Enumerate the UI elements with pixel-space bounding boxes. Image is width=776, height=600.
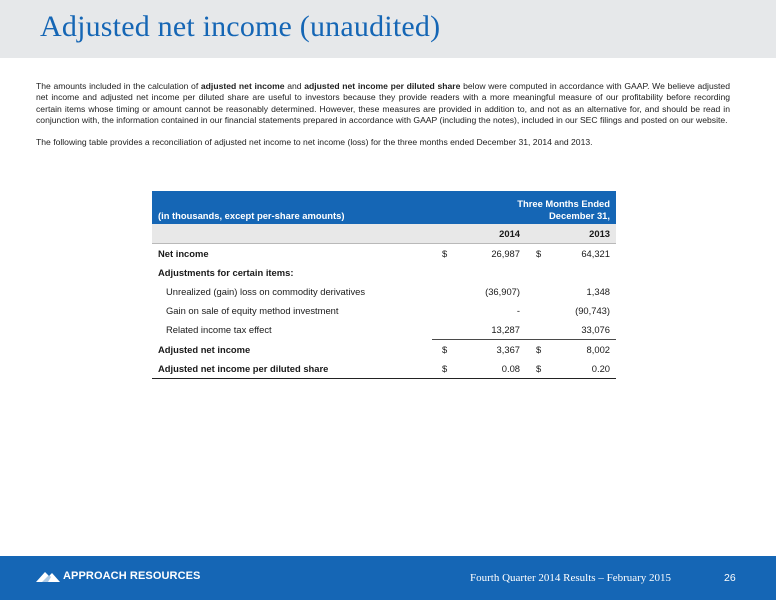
table-row-per-share bbox=[152, 359, 616, 379]
intro-text-run: and bbox=[284, 81, 305, 91]
mountain-logo-icon bbox=[36, 569, 60, 583]
currency-sign bbox=[526, 282, 550, 301]
currency-sign bbox=[526, 263, 550, 282]
currency-sign: $ bbox=[526, 359, 550, 379]
value-2014 bbox=[456, 263, 526, 282]
period-line-1: Three Months Ended bbox=[517, 198, 610, 209]
value-2013: 0.20 bbox=[550, 359, 616, 379]
intro-bold-term: adjusted net income bbox=[200, 81, 285, 91]
intro-paragraph-2: The following table provides a reconciliation of adjusted net income to net income (loss) for the three months ended December 31, 2014 and 2013. bbox=[36, 136, 593, 147]
value-2013: 33,076 bbox=[581, 324, 610, 335]
company-name: APPROACH RESOURCES bbox=[63, 570, 201, 582]
value-2014: (36,907) bbox=[485, 286, 520, 297]
currency-sign: $ bbox=[526, 340, 550, 360]
row-label: Related income tax effect bbox=[166, 324, 272, 336]
table-row bbox=[152, 282, 616, 301]
currency-sign bbox=[432, 263, 456, 282]
year-row-spacer bbox=[152, 224, 432, 244]
row-label: Net income bbox=[158, 248, 209, 259]
title-bar bbox=[0, 0, 776, 58]
page-title: Adjusted net income (unaudited) bbox=[40, 10, 441, 43]
page-number: 26 bbox=[724, 572, 736, 584]
year-2013: 2013 bbox=[526, 224, 616, 244]
currency-sign: $ bbox=[432, 359, 456, 379]
year-row bbox=[152, 224, 616, 244]
value-2013: 1,348 bbox=[586, 286, 610, 297]
currency-sign bbox=[526, 320, 550, 340]
intro-text-run: The amounts included in the calculation of bbox=[36, 81, 201, 91]
table-row-total bbox=[152, 340, 616, 360]
year-2014: 2014 bbox=[432, 224, 526, 244]
value-2013: (90,743) bbox=[575, 305, 610, 316]
currency-sign bbox=[432, 320, 456, 340]
intro-paragraph-1 bbox=[36, 81, 730, 127]
value-2014: 26,987 bbox=[491, 248, 520, 259]
row-label: Adjustments for certain items: bbox=[158, 267, 294, 278]
period-line-2: December 31, bbox=[549, 209, 610, 221]
value-2014: 3,367 bbox=[456, 340, 526, 360]
period-header bbox=[432, 191, 616, 224]
units-label: (in thousands, except per-share amounts) bbox=[152, 191, 432, 224]
row-label: Gain on sale of equity method investment bbox=[166, 305, 339, 316]
currency-sign: $ bbox=[432, 340, 456, 360]
value-2014: 13,287 bbox=[491, 324, 520, 335]
intro-text-run: below were computed in accordance with GAAP. We believe adjusted net income and adjusted net income per diluted share are useful to investors because they provide readers with a more meaningful measure of our profitability before recording certain items whose timing or amount cannot be reasonably determined. However, these measures are provided in addition to, and not as an alternative for, and should be read in conjunction with, the information contained in our financial statements prepared in accordance with GAAP (including the notes), included in our SEC filings and posted on our website. bbox=[36, 81, 730, 126]
table-row bbox=[152, 244, 616, 264]
value-2013: 8,002 bbox=[550, 340, 616, 360]
footer-caption: Fourth Quarter 2014 Results – February 2015 bbox=[470, 572, 672, 584]
currency-sign: $ bbox=[536, 248, 542, 259]
value-2014: 0.08 bbox=[456, 359, 526, 379]
reconciliation-table bbox=[152, 191, 616, 379]
table-header-row bbox=[152, 191, 616, 224]
intro-text bbox=[36, 81, 730, 158]
intro-bold-term: adjusted net income per diluted share bbox=[304, 81, 461, 91]
row-label: Unrealized (gain) loss on commodity derivatives bbox=[166, 286, 366, 297]
table-row bbox=[152, 320, 616, 340]
table-row bbox=[152, 301, 616, 320]
currency-sign: $ bbox=[442, 248, 448, 259]
row-label: Adjusted net income per diluted share bbox=[152, 359, 432, 379]
row-label: Adjusted net income bbox=[158, 343, 251, 355]
value-2014: - bbox=[516, 305, 520, 316]
company-logo bbox=[36, 569, 201, 583]
currency-sign bbox=[432, 301, 456, 320]
currency-sign bbox=[526, 301, 550, 320]
currency-sign bbox=[432, 282, 456, 301]
footer-bar bbox=[0, 556, 776, 600]
value-2013 bbox=[550, 263, 616, 282]
value-2013: 64,321 bbox=[581, 248, 610, 259]
table-row bbox=[152, 263, 616, 282]
